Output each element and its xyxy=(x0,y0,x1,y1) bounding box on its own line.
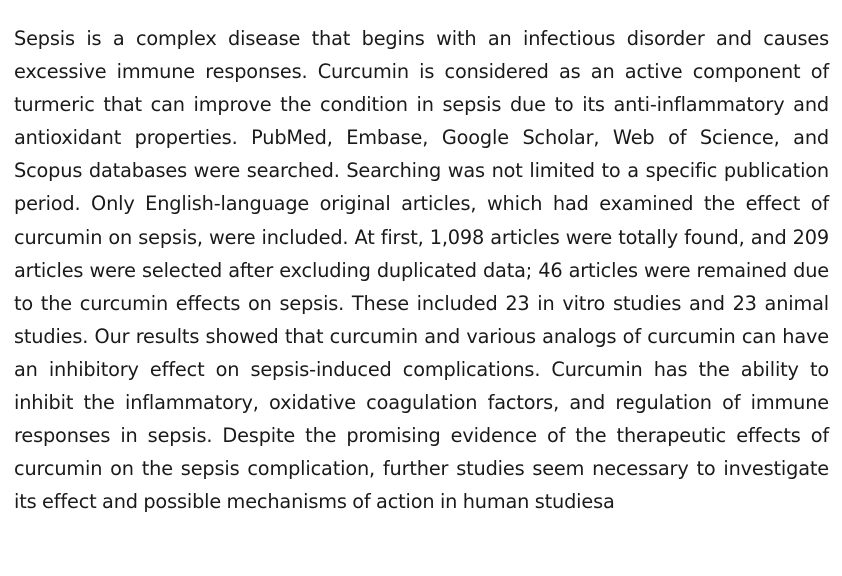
document-body xyxy=(14,22,829,518)
abstract-paragraph: Sepsis is a complex disease that begins with an infectious disorder and causes excessive immune responses. Curcumin is considered as an active component of turmeric that can improve the condition in sepsis due to its anti-inflammatory and antioxidant properties. PubMed, Embase, Google Scholar, Web of Science, and Scopus databases were searched. Searching was not limited to a specific publication period. Only English-language original articles, which had examined the effect of curcumin on sepsis, were included. At first, 1,098 articles were totally found, and 209 articles were selected after excluding duplicated data; 46 articles were remained due to the curcumin effects on sepsis. These included 23 in vitro studies and 23 animal studies. Our results showed that curcumin and various analogs of curcumin can have an inhibitory effect on sepsis-induced complications. Curcumin has the ability to inhibit the inflammatory, oxidative coagulation factors, and regulation of immune responses in sepsis. Despite the promising evidence of the therapeutic effects of curcumin on the sepsis complication, further studies seem necessary to investigate its effect and possible mechanisms of action in human studiesa xyxy=(14,27,829,514)
